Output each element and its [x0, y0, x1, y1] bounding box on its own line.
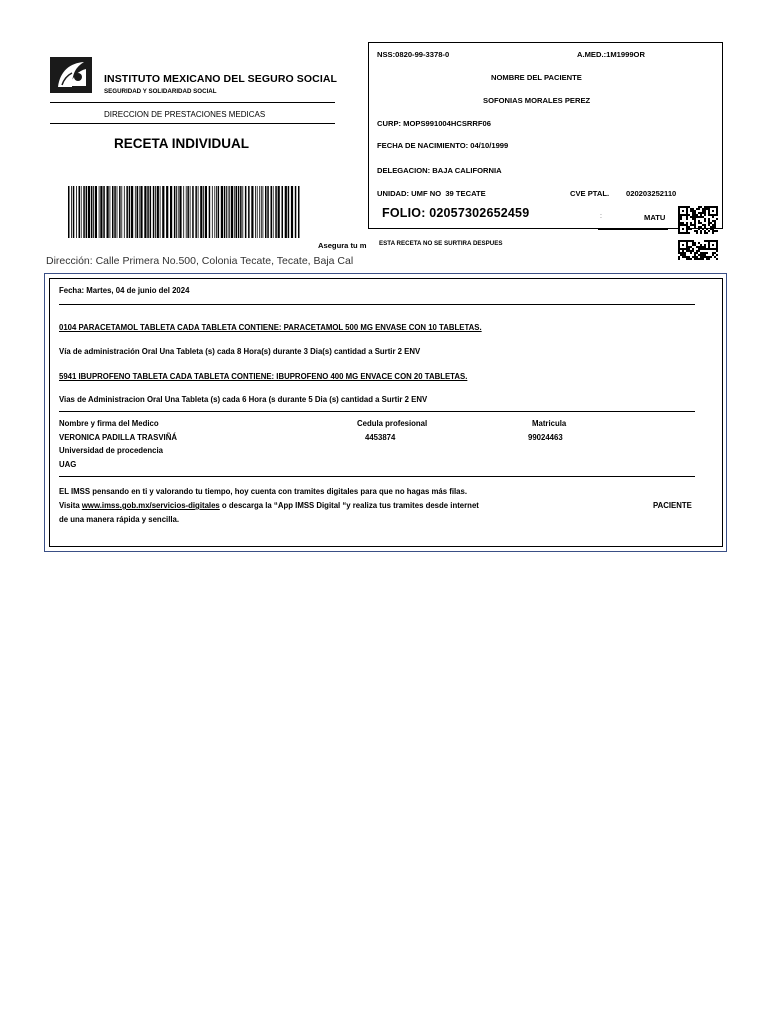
doctor-name: VERONICA PADILLA TRASVIÑÁ — [59, 433, 177, 442]
matricula-partial-label: MATU — [644, 213, 666, 222]
doctor-name-label: Nombre y firma del Medico — [59, 419, 159, 428]
cedula-value: 4453874 — [365, 433, 396, 442]
nss-field: NSS:0820-99-3378-0 — [377, 50, 450, 59]
matricula-label: Matricula — [532, 419, 567, 428]
curp-field: CURP: MOPS991004HCSRRF06 — [377, 119, 491, 128]
cve-label: CVE PTAL. — [570, 189, 610, 198]
university-value: UAG — [59, 460, 77, 469]
document-title: RECETA INDIVIDUAL — [114, 136, 249, 151]
cve-value: 020203252110 — [626, 189, 677, 198]
unidad-field: UNIDAD: UMF NO 39 TECATE — [377, 189, 486, 198]
address-line: Dirección: Calle Primera No.500, Colonia Tecate, Tecate, Baja Cal — [46, 255, 354, 267]
prescription-date: Fecha: Martes, 04 de junio del 2024 — [59, 286, 190, 295]
qr-code-icon — [678, 240, 718, 260]
digital-services-link[interactable]: www.imss.gob.mx/servicios-digitales — [81, 501, 220, 510]
department-label: DIRECCION DE PRESTACIONES MEDICAS — [104, 110, 266, 119]
amed-field: A.MED.:1M1999OR — [577, 50, 645, 59]
university-label: Universidad de procedencia — [59, 446, 163, 455]
asegura-text: Asegura tu m — [318, 241, 367, 250]
medication-1: 0104 PARACETAMOL TABLETA CADA TABLETA CONTIENE: PARACETAMOL 500 MG ENVASE CON 10 TABLETAS. — [59, 323, 482, 332]
divider — [59, 476, 695, 477]
barcode-image — [68, 186, 300, 238]
birthdate-field: FECHA DE NACIMIENTO: 04/10/1999 — [377, 141, 509, 150]
imss-logo — [50, 57, 92, 93]
divider — [59, 304, 695, 305]
footer-line-3: de una manera rápida y sencilla. — [59, 515, 180, 524]
folio-number: FOLIO: 02057302652459 — [382, 206, 530, 220]
medication-2: 5941 IBUPROFENO TABLETA CADA TABLETA CONTIENE: IBUPROFENO 400 MG ENVACE CON 20 TABLETAS. — [59, 372, 468, 381]
medication-2-instructions: Vias de Administracion Oral Una Tableta (s) cada 6 Hora (s durante 5 Dia (s) cantidad a Surtir 2 ENV — [59, 395, 428, 404]
institution-subtitle: SEGURIDAD Y SOLIDARIDAD SOCIAL — [104, 88, 217, 95]
qr-code-icon — [678, 206, 718, 234]
partial-text: : — [600, 213, 602, 220]
copy-label: PACIENTE — [653, 501, 692, 510]
divider — [59, 411, 695, 412]
footer-line-1: EL IMSS pensando en ti y valorando tu tiempo, hoy cuenta con tramites digitales para que no hagas más filas. — [59, 487, 467, 496]
matricula-value: 99024463 — [528, 433, 563, 442]
expiry-notice: ESTA RECETA NO SE SURTIRA DESPUES — [379, 240, 503, 247]
footer-line-2: Visita www.imss.gob.mx/servicios-digitales o descarga la “App IMSS Digital “y realiza tus tramites desde internet — [59, 501, 479, 510]
medication-1-instructions: Vía de administración Oral Una Tableta (s) cada 8 Hora(s) durante 3 Dia(s) cantidad a Surtir 2 ENV — [59, 347, 421, 356]
header-divider — [50, 123, 335, 124]
institution-title: INSTITUTO MEXICANO DEL SEGURO SOCIAL — [104, 73, 338, 85]
header-divider — [50, 102, 335, 103]
delegacion-field: DELEGACION: BAJA CALIFORNIA — [377, 166, 502, 175]
patient-info-box — [368, 42, 723, 229]
cedula-label: Cedula profesional — [357, 419, 428, 428]
signature-line — [598, 229, 668, 230]
patient-name: SOFONIAS MORALES PEREZ — [483, 96, 591, 105]
patient-name-label: NOMBRE DEL PACIENTE — [491, 73, 582, 82]
